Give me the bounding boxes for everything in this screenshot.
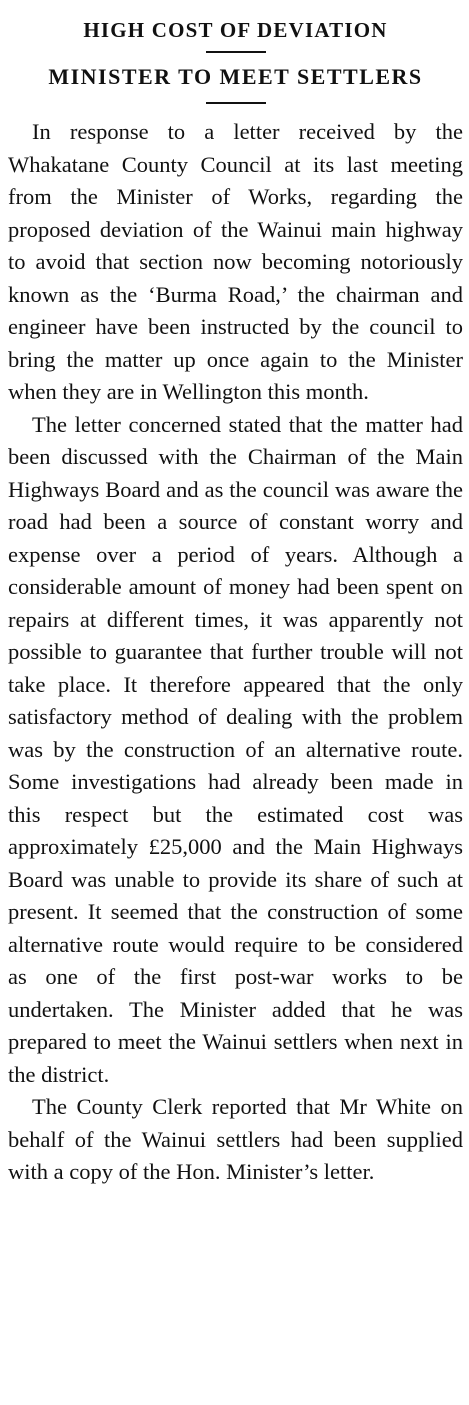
subheadline-rule <box>206 102 266 104</box>
article-headline: HIGH COST OF DEVIATION <box>83 18 388 42</box>
headline-rule <box>206 51 266 53</box>
article-paragraph-2: The letter concerned stated that the matter had been discussed with the Chairman of the Main Highways Board and as the council was aware the road had been a source of constant worry and expense over a period of years. Although a considerable amount of money had been spent on repairs at different times, it was apparently not possible to guarantee that further trouble will not take place. It therefore appeared that the only satisfactory method of dealing with the problem was by the construction of an alternative route. Some investigations had already been made in this respect but the estimated cost was approximately £25,000 and the Main Highways Board was unable to provide its share of such at present. It seemed that the construction of some alternative route would require to be considered as one of the first post-war works to be undertaken. The Minister added that he was prepared to meet the Wainui settlers when next in the district. <box>8 411 463 1087</box>
article-body <box>8 116 463 1189</box>
article-paragraph-1: In response to a letter received by the Whakatane County Council at its last meeting from the Minister of Works, regarding the proposed deviation of the Wainui main highway to avoid that section now becoming notoriously known as the ‘Burma Road,’ the chairman and engineer have been instructed by the council to bring the matter up once again to the Minister when they are in Wellington this month. <box>8 119 463 404</box>
article-paragraph-3: The County Clerk reported that Mr White on behalf of the Wainui settlers had been supplied with a copy of the Hon. Minister’s letter. <box>8 1094 463 1184</box>
article-subheadline: MINISTER TO MEET SETTLERS <box>48 64 423 89</box>
